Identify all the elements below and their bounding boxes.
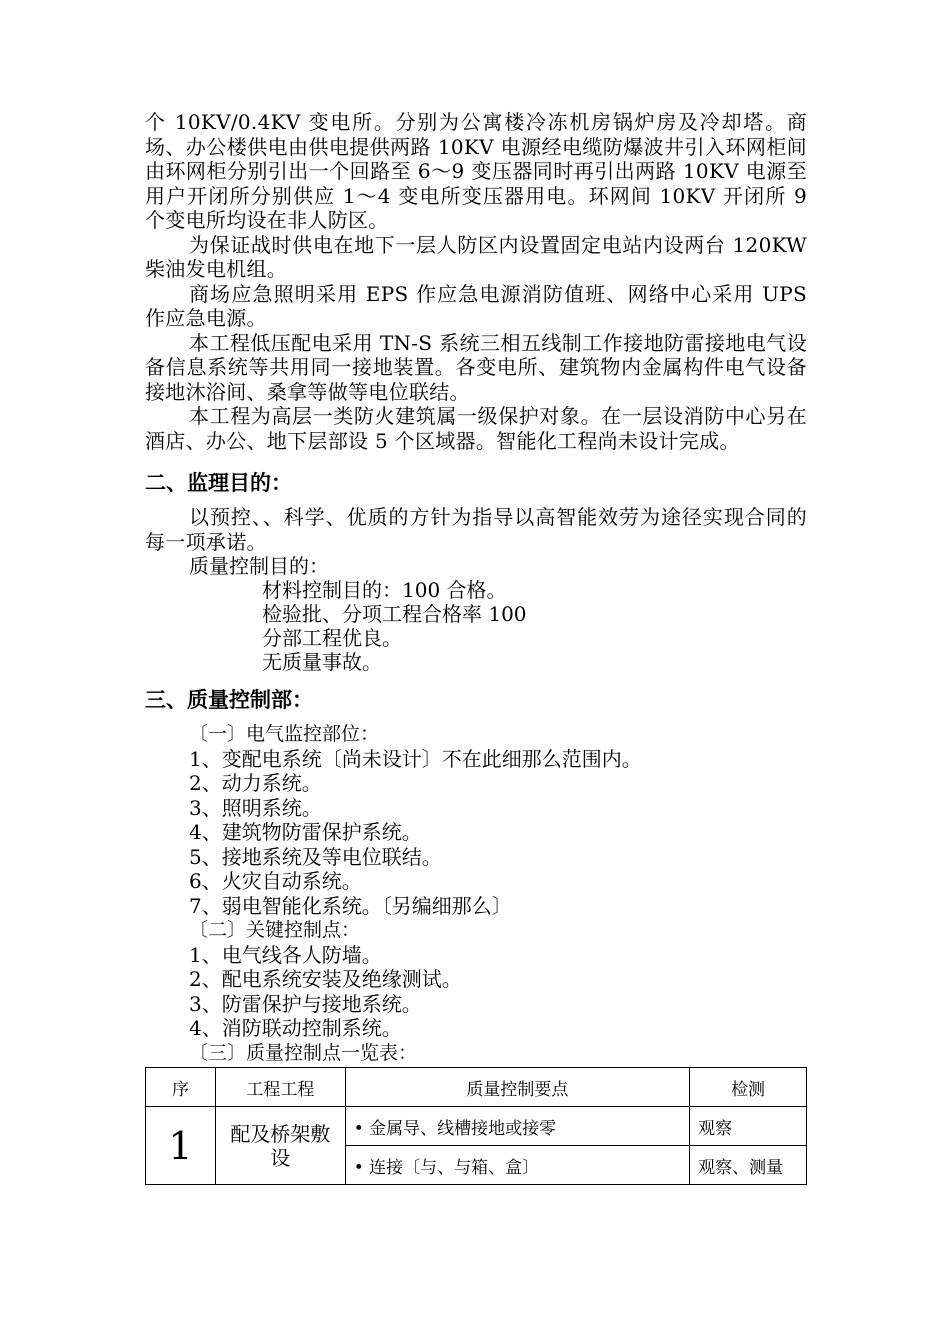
quality-goal-item: 分部工程优良。 xyxy=(262,626,402,650)
quality-goal-item: 检验批、分项工程合格率 100 xyxy=(262,602,527,626)
header-seq: 序 xyxy=(146,1068,216,1107)
control-point: • 连接〔与、与箱、盒〕 xyxy=(345,1146,689,1185)
subheading-key-points: 〔二〕关键控制点： xyxy=(189,919,361,941)
list-item: 7、弱电智能化系统。〔另编细那么〕 xyxy=(189,893,512,918)
heading-supervision-goal: 二、监理目的： xyxy=(145,471,292,495)
list-item: 3、防雷保护与接地系统。 xyxy=(189,991,422,1016)
paragraph-grounding: 本工程低压配电采用 TN-S 系统三相五线制工作接地防雷接地电气设备信息系统等共用同一接地装置。各变电所、建筑物内金属构件电气设备接地沐浴间、桑拿等做等电位联结。 xyxy=(145,330,807,404)
header-project: 工程工程 xyxy=(215,1068,345,1107)
row-number: 1 xyxy=(146,1107,216,1185)
paragraph-substations: 个 10KV/0.4KV 变电所。分别为公寓楼冷冻机房锅炉房及冷却塔。商场、办公楼供电由供电提供两路 10KV 电源经电缆防爆波井引入环网柜间由环网柜分别引出一个回路至 6～9 变压器同时再引出两路 10KV 电源至用户开闭所分别供应 1～4 变电所变压器用电。环网间 10KV 开闭所 9 个变电所均设在非人防区。 xyxy=(145,110,807,232)
list-item: 1、变配电系统〔尚未设计〕不在此细那么范围内。 xyxy=(189,746,642,771)
list-item: 2、动力系统。 xyxy=(189,771,322,795)
header-control-points: 质量控制要点 xyxy=(345,1068,689,1107)
list-item: 6、火灾自动系统。 xyxy=(189,869,362,893)
table-header-row xyxy=(146,1068,807,1107)
list-item: 5、接地系统及等电位联结。 xyxy=(189,844,442,869)
quality-control-table xyxy=(145,1067,807,1185)
heading-quality-control: 三、质量控制部： xyxy=(145,688,313,712)
table-row xyxy=(146,1107,807,1146)
check-method: 观察、测量 xyxy=(690,1146,807,1185)
subheading-control-table: 〔三〕质量控制点一览表： xyxy=(189,1041,418,1064)
quality-goal-item: 无质量事故。 xyxy=(262,650,382,674)
subheading-monitor-parts: 〔一〕电气监控部位： xyxy=(189,723,380,745)
paragraph-supervision-goal: 以预控、、科学、优质的方针为指导以高智能效劳为途径实现合同的每一项承诺。 xyxy=(145,505,807,554)
paragraph-emergency-power: 商场应急照明采用 EPS 作应急电源消防值班、网络中心采用 UPS 作应急电源。 xyxy=(145,281,807,330)
list-item: 1、电气线各人防墙。 xyxy=(189,942,382,967)
list-item: 3、照明系统。 xyxy=(189,795,322,820)
paragraph-fire-protection: 本工程为高层一类防火建筑属一级保护对象。在一层设消防中心另在酒店、办公、地下层部设 5 个区域器。智能化工程尚未设计完成。 xyxy=(145,404,807,453)
header-check: 检测 xyxy=(690,1068,807,1107)
quality-goal-item: 材料控制目的：100 合格。 xyxy=(262,578,507,602)
paragraph-generator: 为保证战时供电在地下一层人防区内设置固定电站内设两台 120KW 柴油发电机组。 xyxy=(145,232,807,281)
check-method: 观察 xyxy=(690,1107,807,1146)
list-item: 4、建筑物防雷保护系统。 xyxy=(189,820,422,844)
quality-goal-label: 质量控制目的： xyxy=(189,554,329,578)
document-page xyxy=(145,110,807,1185)
list-item: 2、配电系统安装及绝缘测试。 xyxy=(189,967,462,991)
control-point: • 金属导、线槽接地或接零 xyxy=(345,1107,689,1146)
row-project: 配及桥架敷设 xyxy=(215,1107,345,1185)
list-item: 4、消防联动控制系统。 xyxy=(189,1016,402,1040)
